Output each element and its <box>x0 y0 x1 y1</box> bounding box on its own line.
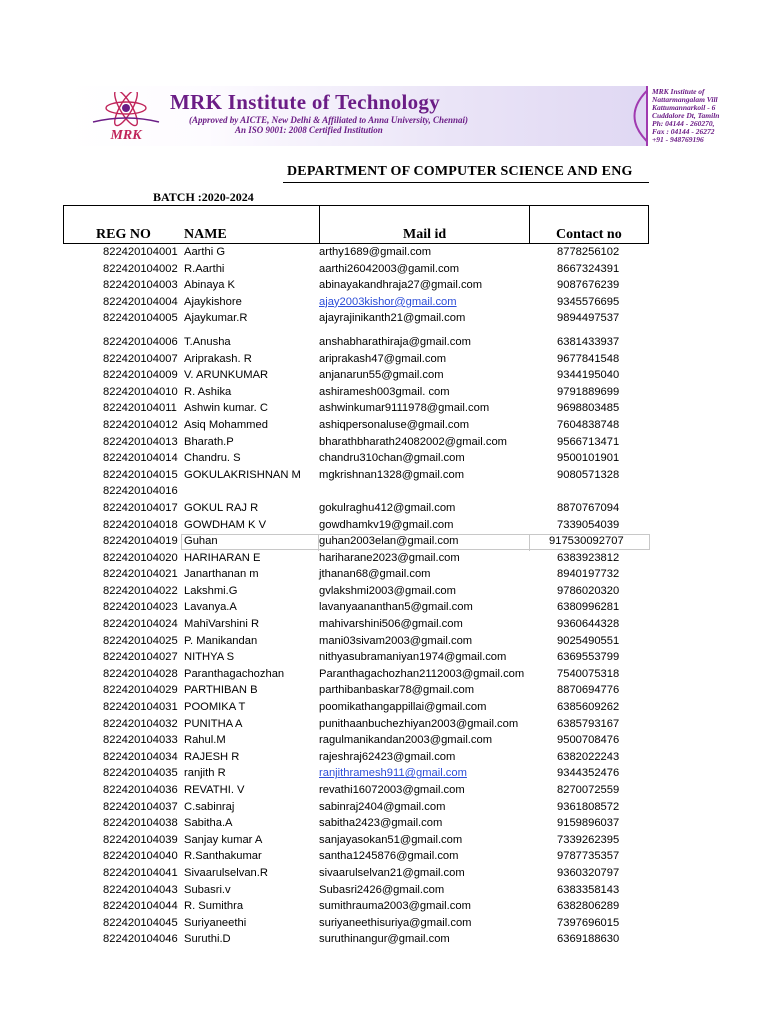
name-cell: REVATHI. V <box>184 784 245 796</box>
table-row <box>0 634 768 651</box>
svg-text:MRK: MRK <box>110 128 142 143</box>
mail-cell: hariharane2023@gmail.com <box>319 551 460 564</box>
mail-cell: mahivarshini506@gmail.com <box>319 618 463 631</box>
reg-no-cell: 822420104002 <box>103 262 178 275</box>
reg-no-cell: 822420104001 <box>103 246 178 258</box>
mail-cell: anshabharathiraja@gmail.com <box>319 335 471 348</box>
contact-cell: 6382022243 <box>557 750 620 763</box>
table-row <box>0 501 768 518</box>
table-row <box>0 484 768 501</box>
contact-cell: 7397696015 <box>557 916 620 929</box>
reg-no-cell: 822420104031 <box>103 701 178 714</box>
name-cell: T.Anusha <box>184 335 231 348</box>
mail-cell: gowdhamkv19@gmail.com <box>319 518 454 531</box>
name-cell: Sabitha.A <box>184 817 233 830</box>
contact-cell: 9787735357 <box>557 850 620 863</box>
table-row <box>0 733 768 750</box>
name-cell: Asiq Mohammed <box>184 418 268 431</box>
address-line: Nattarmangalam Vill <box>652 95 718 104</box>
reg-no-cell: 822420104035 <box>103 767 178 780</box>
table-row <box>0 584 768 601</box>
contact-cell: 9791889699 <box>557 385 620 398</box>
address-line: Fax : 04144 - 26272 <box>652 127 715 136</box>
mail-cell: jthanan68@gmail.com <box>319 568 431 581</box>
reg-no-cell: 822420104040 <box>103 850 178 863</box>
mail-cell: ariprakash47@gmail.com <box>319 352 447 365</box>
mail-cell: poomikathangappillai@gmail.com <box>319 701 487 714</box>
contact-cell: 7540075318 <box>557 667 620 680</box>
contact-cell: 9500708476 <box>557 734 620 747</box>
name-cell: MahiVarshini R <box>184 618 260 631</box>
header-reg-no: REG NO <box>96 227 151 242</box>
mail-cell: Paranthagachozhan2112003@gmail.com <box>319 667 525 680</box>
contact-cell: 9677841548 <box>557 352 620 365</box>
contact-cell: 6385793167 <box>557 717 620 730</box>
reg-no-cell: 822420104043 <box>103 883 178 896</box>
contact-cell: 9344195040 <box>557 369 620 382</box>
table-row <box>0 278 768 295</box>
reg-no-cell: 822420104019 <box>103 535 178 548</box>
contact-cell: 9894497537 <box>557 312 620 325</box>
table-row <box>0 899 768 916</box>
table-row <box>0 335 768 352</box>
name-cell: Aarthi G <box>184 246 226 258</box>
contact-cell: 9360320797 <box>557 866 620 879</box>
table-row <box>0 700 768 717</box>
mail-cell: lavanyaananthan5@gmail.com <box>319 601 473 614</box>
name-cell: POOMIKA T <box>184 701 246 714</box>
mail-cell: ajayrajinikanth21@gmail.com <box>319 312 466 325</box>
reg-no-cell: 822420104010 <box>103 385 178 398</box>
contact-cell: 6382806289 <box>557 900 620 913</box>
mail-cell: abinayakandhraja27@gmail.com <box>319 279 483 292</box>
reg-no-cell: 822420104004 <box>103 295 178 308</box>
table-row <box>0 534 768 551</box>
reg-no-cell: 822420104003 <box>103 279 178 292</box>
name-cell: GOKUL RAJ R <box>184 501 259 514</box>
contact-cell: 8778256102 <box>557 246 620 258</box>
mail-cell: ashiramesh003gmail. com <box>319 385 450 398</box>
reg-no-cell: 822420104015 <box>103 468 178 481</box>
name-cell: Suriyaneethi <box>184 916 247 929</box>
name-cell: Lakshmi.G <box>184 584 238 597</box>
name-cell: NITHYA S <box>184 651 235 664</box>
mail-cell: Subasri2426@gmail.com <box>319 883 445 896</box>
reg-no-cell: 822420104028 <box>103 667 178 680</box>
name-cell: Sanjay kumar A <box>184 833 263 846</box>
contact-cell: 9345576695 <box>557 295 620 308</box>
mail-cell: sumithrauma2003@gmail.com <box>319 900 471 913</box>
table-row <box>0 833 768 850</box>
contact-cell: 8870767094 <box>557 501 620 514</box>
table-header <box>63 205 649 244</box>
contact-cell: 6369553799 <box>557 651 620 664</box>
table-row <box>0 401 768 418</box>
mail-cell: parthibanbaskar78@gmail.com <box>319 684 475 697</box>
mail-cell: gvlakshmi2003@gmail.com <box>319 584 456 597</box>
reg-no-cell: 822420104045 <box>103 916 178 929</box>
name-cell: Paranthagachozhan <box>184 667 285 680</box>
table-row <box>0 816 768 833</box>
name-cell: R. Sumithra <box>184 900 244 913</box>
table-row <box>0 849 768 866</box>
reg-no-cell: 822420104041 <box>103 866 178 879</box>
mail-cell: sivaarulselvan21@gmail.com <box>319 866 465 879</box>
name-cell: PUNITHA A <box>184 717 243 730</box>
contact-cell: 6381433937 <box>557 335 620 348</box>
name-cell: Chandru. S <box>184 452 241 465</box>
contact-cell: 9080571328 <box>557 468 620 481</box>
reg-no-cell: 822420104022 <box>103 584 178 597</box>
contact-cell: 6383923812 <box>557 551 620 564</box>
contact-cell: 8940197732 <box>557 568 620 581</box>
address-line: MRK Institute of <box>652 87 705 96</box>
address-line: Ph: 04144 - 260270, <box>652 119 715 128</box>
name-cell: Subasri.v <box>184 883 231 896</box>
name-cell: Sivaarulselvan.R <box>184 866 268 879</box>
mail-cell: suriyaneethisuriya@gmail.com <box>319 916 472 929</box>
reg-no-cell: 822420104027 <box>103 651 178 664</box>
student-list <box>0 245 768 949</box>
contact-cell: 7604838748 <box>557 418 620 431</box>
reg-no-cell: 822420104013 <box>103 435 178 448</box>
name-cell: Guhan <box>184 535 218 548</box>
reg-no-cell: 822420104020 <box>103 551 178 564</box>
department-title: DEPARTMENT OF COMPUTER SCIENCE AND ENG <box>287 164 633 179</box>
table-row <box>0 932 768 949</box>
title-underline <box>283 182 649 183</box>
table-row <box>0 295 768 312</box>
mrk-logo <box>87 92 165 144</box>
name-cell: Ariprakash. R <box>184 352 252 365</box>
contact-cell: 9361808572 <box>557 800 620 813</box>
reg-no-cell: 822420104046 <box>103 933 178 946</box>
reg-no-cell: 822420104006 <box>103 335 178 348</box>
mail-cell: suruthinangur@gmail.com <box>319 933 450 946</box>
name-cell: V. ARUNKUMAR <box>184 369 269 382</box>
iso-line: An ISO 9001: 2008 Certified Institution <box>235 125 383 135</box>
header-mail: Mail id <box>403 227 447 242</box>
mail-cell: ashiqpersonaluse@gmail.com <box>319 418 470 431</box>
contact-cell: 8667324391 <box>557 262 620 275</box>
name-cell: R.Santhakumar <box>184 850 262 863</box>
reg-no-cell: 822420104038 <box>103 817 178 830</box>
reg-no-cell: 822420104033 <box>103 734 178 747</box>
reg-no-cell: 822420104017 <box>103 501 178 514</box>
reg-no-cell: 822420104034 <box>103 750 178 763</box>
contact-cell: 9698803485 <box>557 402 620 415</box>
reg-no-cell: 822420104036 <box>103 784 178 796</box>
table-row <box>0 551 768 568</box>
contact-cell: 9786020320 <box>557 584 620 597</box>
reg-no-cell: 822420104012 <box>103 418 178 431</box>
reg-no-cell: 822420104024 <box>103 618 178 631</box>
reg-no-cell: 822420104021 <box>103 568 178 581</box>
table-row <box>0 352 768 369</box>
table-row <box>0 245 768 262</box>
contact-cell: 9087676239 <box>557 279 620 292</box>
name-cell: ranjith R <box>184 767 226 780</box>
name-cell: Ajaykumar.R <box>184 312 248 325</box>
contact-cell: 8270072559 <box>557 784 620 796</box>
mail-cell: bharathbharath24082002@gmail.com <box>319 435 507 448</box>
batch-label: BATCH :2020-2024 <box>153 190 254 204</box>
name-cell: Rahul.M <box>184 734 226 747</box>
reg-no-cell: 822420104029 <box>103 684 178 697</box>
contact-cell: 7339054039 <box>557 518 620 531</box>
name-cell: Ashwin kumar. C <box>184 402 268 415</box>
address-line: Cuddalore Dt, Tamiln <box>652 111 720 120</box>
reg-no-cell: 822420104023 <box>103 601 178 614</box>
contact-cell: 9500101901 <box>557 452 620 465</box>
reg-no-cell: 822420104007 <box>103 352 178 365</box>
contact-cell: 9566713471 <box>557 435 620 448</box>
mail-cell: gokulraghu412@gmail.com <box>319 501 456 514</box>
table-row <box>0 567 768 584</box>
mail-cell: punithaanbuchezhiyan2003@gmail.com <box>319 717 519 730</box>
mail-cell: guhan2003elan@gmail.com <box>319 535 459 548</box>
institute-banner <box>67 86 768 146</box>
reg-no-cell: 822420104016 <box>103 485 178 498</box>
table-row <box>0 916 768 933</box>
name-cell: P. Manikandan <box>184 634 258 647</box>
cell-divider <box>529 535 530 551</box>
reg-no-cell: 822420104014 <box>103 452 178 465</box>
address-line: Kattumannarkoil - 6 <box>652 103 716 112</box>
table-row <box>0 368 768 385</box>
contact-cell: 8870694776 <box>557 684 620 697</box>
reg-no-cell: 822420104039 <box>103 833 178 846</box>
name-cell: RAJESH R <box>184 750 240 763</box>
table-row <box>0 883 768 900</box>
mail-cell: revathi16072003@gmail.com <box>319 784 465 796</box>
table-row <box>0 800 768 817</box>
reg-no-cell: 822420104037 <box>103 800 178 813</box>
table-row <box>0 717 768 734</box>
mail-cell: arthy1689@gmail.com <box>319 246 432 258</box>
mail-cell: nithyasubramaniyan1974@gmail.com <box>319 651 507 664</box>
name-cell: Lavanya.A <box>184 601 237 614</box>
contact-cell: 9360644328 <box>557 618 620 631</box>
contact-cell: 7339262395 <box>557 833 620 846</box>
mail-cell: sanjayasokan51@gmail.com <box>319 833 463 846</box>
table-row <box>0 667 768 684</box>
table-row <box>0 683 768 700</box>
mail-cell: anjanarun55@gmail.com <box>319 369 444 382</box>
name-cell: Janarthanan m <box>184 568 259 581</box>
table-row <box>0 418 768 435</box>
table-row <box>0 262 768 279</box>
name-cell: GOKULAKRISHNAN M <box>184 468 301 481</box>
name-cell: C.sabinraj <box>184 800 235 813</box>
mail-cell: aarthi26042003@gamil.com <box>319 262 460 275</box>
mail-cell: ragulmanikandan2003@gmail.com <box>319 734 493 747</box>
mail-cell: chandru310chan@gmail.com <box>319 452 465 465</box>
institute-name: MRK Institute of Technology <box>170 90 441 114</box>
table-row <box>0 650 768 667</box>
name-cell: Abinaya K <box>184 279 235 292</box>
address-line: +91 - 948769196 <box>652 135 704 144</box>
reg-no-cell: 822420104032 <box>103 717 178 730</box>
address-box <box>646 86 768 146</box>
table-row <box>0 617 768 634</box>
mail-cell: sabinraj2404@gmail.com <box>319 800 446 813</box>
mail-cell: sabitha2423@gmail.com <box>319 817 443 830</box>
table-row <box>0 435 768 452</box>
table-row <box>0 518 768 535</box>
table-row <box>0 468 768 485</box>
mail-link[interactable]: ajay2003kishor@gmail.com <box>319 295 457 308</box>
contact-cell: 917530092707 <box>549 535 624 548</box>
name-cell: PARTHIBAN B <box>184 684 258 697</box>
reg-no-cell: 822420104009 <box>103 369 178 382</box>
approval-line: (Approved by AICTE, New Delhi & Affiliated to Anna University, Chennai) <box>189 115 469 125</box>
reg-no-cell: 822420104005 <box>103 312 178 325</box>
contact-cell: 6383358143 <box>557 883 620 896</box>
table-row <box>0 750 768 767</box>
reg-no-cell: 822420104044 <box>103 900 178 913</box>
reg-no-cell: 822420104018 <box>103 518 178 531</box>
reg-no-cell: 822420104025 <box>103 634 178 647</box>
contact-cell: 6369188630 <box>557 933 620 946</box>
table-row <box>0 600 768 617</box>
header-contact: Contact no <box>556 227 622 242</box>
mail-link[interactable]: ranjithramesh911@gmail.com <box>319 767 467 780</box>
name-cell: R. Ashika <box>184 385 232 398</box>
table-row <box>0 311 768 328</box>
name-cell: HARIHARAN E <box>184 551 261 564</box>
mail-cell: mani03sivam2003@gmail.com <box>319 634 473 647</box>
contact-cell: 6380996281 <box>557 601 620 614</box>
mail-cell: santha1245876@gmail.com <box>319 850 459 863</box>
table-row <box>0 451 768 468</box>
name-cell: Ajaykishore <box>184 295 242 308</box>
name-cell: R.Aarthi <box>184 262 225 275</box>
table-row <box>0 766 768 783</box>
name-cell: Suruthi.D <box>184 933 231 946</box>
table-row <box>0 866 768 883</box>
header-name: NAME <box>184 227 227 242</box>
mail-cell: rajeshraj62423@gmail.com <box>319 750 456 763</box>
table-row <box>0 783 768 800</box>
contact-cell: 9159896037 <box>557 817 620 830</box>
name-cell: Bharath.P <box>184 435 234 448</box>
reg-no-cell: 822420104011 <box>103 402 177 415</box>
mail-cell: ashwinkumar9111978@gmail.com <box>319 402 490 415</box>
mail-cell: mgkrishnan1328@gmail.com <box>319 468 465 481</box>
contact-cell: 6385609262 <box>557 701 620 714</box>
contact-cell: 9025490551 <box>557 634 620 647</box>
contact-cell: 9344352476 <box>557 767 620 780</box>
name-cell: GOWDHAM K V <box>184 518 267 531</box>
table-row <box>0 385 768 402</box>
